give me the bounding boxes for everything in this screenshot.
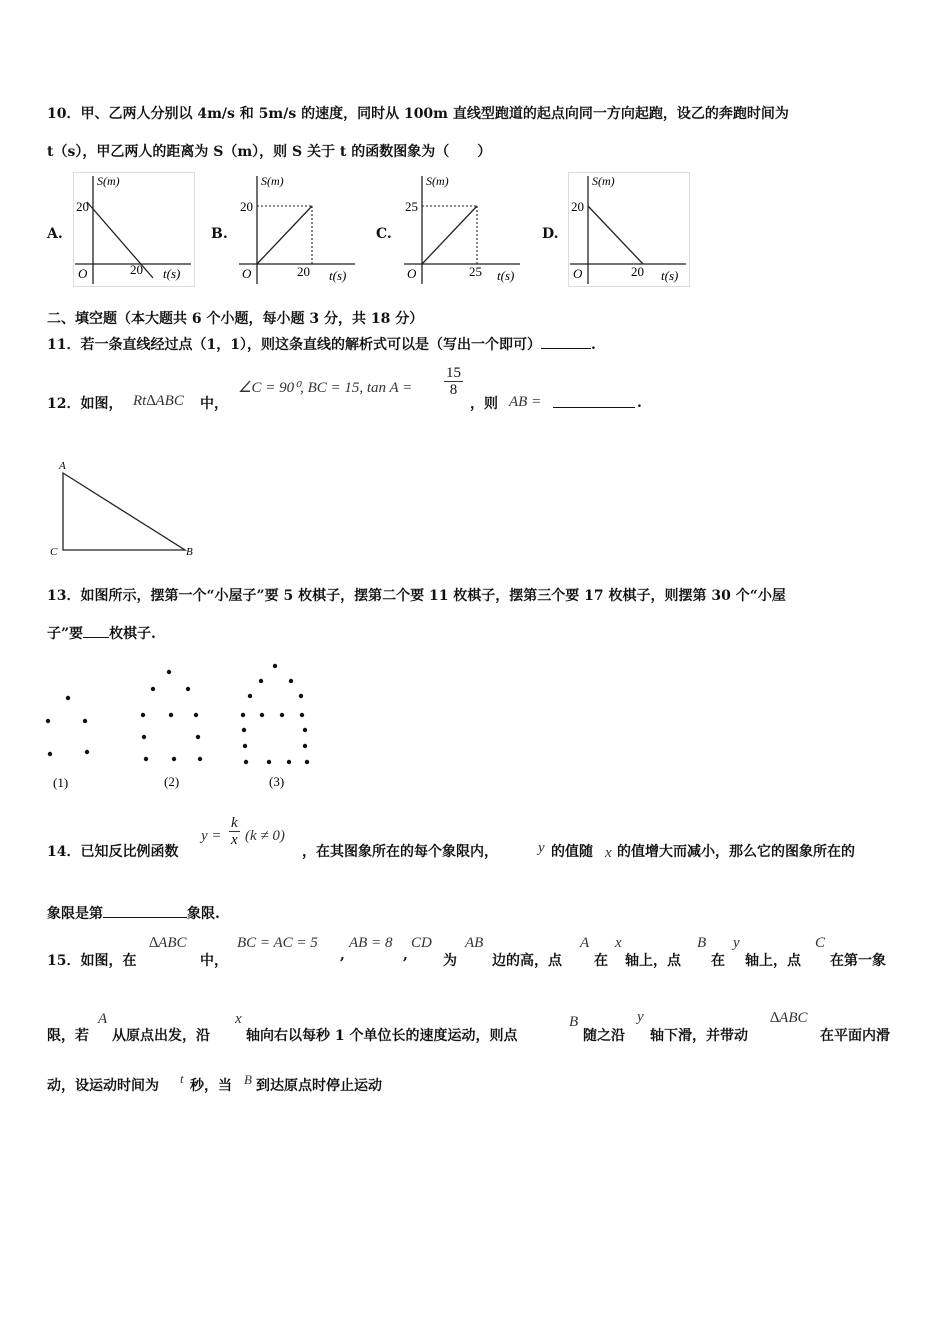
option-a-label: A.	[47, 226, 63, 242]
q15-t6: 在第一象	[830, 953, 886, 969]
q15-l2-A: A	[98, 1011, 108, 1027]
q15-B: B	[697, 935, 707, 951]
vertex-b: B	[186, 546, 193, 558]
ytick: 25	[405, 199, 418, 214]
q14-fraction	[229, 815, 240, 848]
q15-y: y	[733, 935, 740, 951]
q12-zhong: 中，	[200, 396, 228, 412]
q15-c2: AB = 8	[349, 935, 393, 951]
q12	[47, 365, 123, 412]
q15-comma2: ,	[403, 947, 408, 963]
xtick: 20	[130, 262, 143, 277]
label-3: (3)	[269, 774, 285, 789]
ytick: 20	[76, 199, 89, 214]
q14-line2	[47, 903, 220, 923]
origin: O	[573, 266, 583, 281]
q14-mid3: 的值增大而减小，那么它的图象所在的	[617, 844, 855, 860]
q15-x: x	[615, 935, 622, 951]
q12-rt: Rt∆ABC	[133, 393, 184, 409]
q15-l2-B: B	[569, 1014, 579, 1030]
q12-condition: ∠C = 90⁰, BC = 15, tan A =	[238, 380, 413, 396]
frac-den: 8	[449, 382, 458, 398]
label-1: (1)	[53, 775, 69, 790]
q11-end: .	[590, 337, 596, 353]
q15-l2-1: 限，若	[47, 1028, 89, 1044]
q13-line2a: 子”要	[47, 626, 84, 642]
label-2: (2)	[164, 774, 180, 789]
xtick: 25	[469, 264, 482, 279]
q15-comma1: ,	[340, 947, 345, 963]
q14-line2b: 象限.	[187, 906, 220, 922]
graph-line	[422, 206, 477, 264]
q11-blank	[541, 334, 591, 349]
q15-l3-3: 到达原点时停止运动	[256, 1078, 382, 1094]
origin: O	[242, 266, 252, 281]
q14-x: x	[231, 832, 238, 848]
graph-line	[257, 206, 312, 264]
xlabel: t(s)	[163, 266, 181, 281]
q15-l3-B: B	[244, 1072, 252, 1087]
q14-line2a: 象限是第	[47, 906, 103, 922]
ytick: 20	[571, 199, 584, 214]
q15-l2-x: x	[235, 1011, 242, 1027]
q15-l3-1: 动，设运动时间为	[47, 1078, 159, 1094]
q13-line1: 13．如图所示，摆第一个“小屋子”要 5 枚棋子，摆第二个要 11 枚棋子，摆第三个要 17 枚棋子，则摆第 30 个“小屋	[47, 588, 786, 604]
graph-option-c	[402, 172, 524, 287]
q15-t5: 轴上，点	[745, 953, 801, 969]
option-b-label: B.	[211, 226, 228, 242]
ylabel: S(m)	[426, 174, 449, 188]
q15-C: C	[815, 935, 826, 951]
graph-option-b	[237, 172, 359, 287]
q12-ab: AB =	[509, 394, 542, 410]
q14-mid2: 的值随	[551, 844, 593, 860]
q15-l2-4: 随之沿	[583, 1028, 625, 1044]
q15-A: A	[580, 935, 590, 951]
triangle-figure	[45, 455, 205, 560]
q15-l2-5: 轴下滑，并带动	[650, 1028, 748, 1044]
q14-blank	[103, 903, 187, 918]
q14-xv: x	[605, 845, 612, 861]
q15-t4: 在	[711, 953, 725, 969]
q14-y: y =	[201, 828, 222, 844]
ylabel: S(m)	[261, 174, 284, 188]
q10-line2: t（s），甲乙两人的距离为 S（m），则 S 关于 t 的函数图象为（ ）	[47, 144, 492, 160]
houses-figure	[40, 660, 330, 795]
origin: O	[78, 266, 88, 281]
graph-line	[87, 202, 153, 278]
graph-option-d	[568, 172, 690, 287]
q10-line1: 10．甲、乙两人分别以 4m/s 和 5m/s 的速度，同时从 100m 直线型跑道的起点向同一方向起跑，设乙的奔跑时间为	[47, 106, 789, 122]
q15-t3: 轴上，点	[625, 953, 681, 969]
q15-t2: 在	[594, 953, 608, 969]
q15-cd: CD	[411, 935, 432, 951]
xtick: 20	[297, 264, 310, 279]
origin: O	[407, 266, 417, 281]
q15-l2-2: 从原点出发，沿	[112, 1028, 210, 1044]
q13-blank	[83, 623, 109, 638]
q15-l2-3: 轴向右以每秒 1 个单位长的速度运动，则点	[246, 1028, 518, 1044]
q15-zhong: 中，	[200, 953, 228, 969]
q15-ab: AB	[465, 935, 484, 951]
house-1	[46, 696, 89, 756]
graph-line	[588, 206, 643, 264]
frac-num: 15	[446, 365, 461, 381]
house-2	[141, 670, 202, 761]
q11	[47, 334, 596, 354]
graph-option-a	[73, 172, 195, 287]
q12-end: .	[637, 395, 642, 411]
q12-ze: ，则	[470, 396, 498, 412]
house-3	[241, 664, 309, 764]
q11-text: 11．若一条直线经过点（1，1），则这条直线的解析式可以是（写出一个即可）	[47, 337, 541, 353]
q14-k: k	[231, 815, 238, 831]
vertex-a: A	[59, 460, 66, 472]
q15-prefix: 15．如图，在	[47, 953, 137, 969]
q15-tri: ∆ABC	[149, 935, 187, 951]
q14-cond: (k ≠ 0)	[245, 828, 285, 844]
q13-line2	[47, 623, 156, 643]
q15-l2-y: y	[637, 1009, 644, 1025]
q15-l3-t: t	[180, 1071, 184, 1086]
q15-wei: 为	[443, 953, 457, 969]
ylabel: S(m)	[97, 174, 120, 188]
q15-l3-2: 秒，当	[190, 1078, 232, 1094]
option-d-label: D.	[542, 226, 559, 242]
q12-fraction	[444, 365, 463, 398]
xlabel: t(s)	[329, 268, 347, 283]
ytick: 20	[240, 199, 253, 214]
q14-mid1: ，在其图象所在的每个象限内，	[302, 844, 498, 860]
q15-t1: 边的高，点	[492, 953, 562, 969]
q15-l2-6: 在平面内滑	[820, 1028, 890, 1044]
option-c-label: C.	[376, 226, 392, 242]
q13-line2b: 枚棋子.	[109, 626, 156, 642]
q12-blank	[553, 393, 635, 412]
xlabel: t(s)	[497, 268, 515, 283]
xtick: 20	[631, 264, 644, 279]
q14-yv: y	[538, 840, 545, 856]
q15-l2-tri: ∆ABC	[770, 1010, 808, 1026]
ylabel: S(m)	[592, 174, 615, 188]
section-2-heading: 二、填空题（本大题共 6 个小题，每小题 3 分，共 18 分）	[47, 311, 424, 327]
vertex-c: C	[50, 546, 58, 558]
xlabel: t(s)	[661, 268, 679, 283]
q15-c1: BC = AC = 5	[237, 935, 318, 951]
q12-prefix: 12．如图，	[47, 396, 123, 412]
q14-prefix: 14．已知反比例函数	[47, 844, 179, 860]
